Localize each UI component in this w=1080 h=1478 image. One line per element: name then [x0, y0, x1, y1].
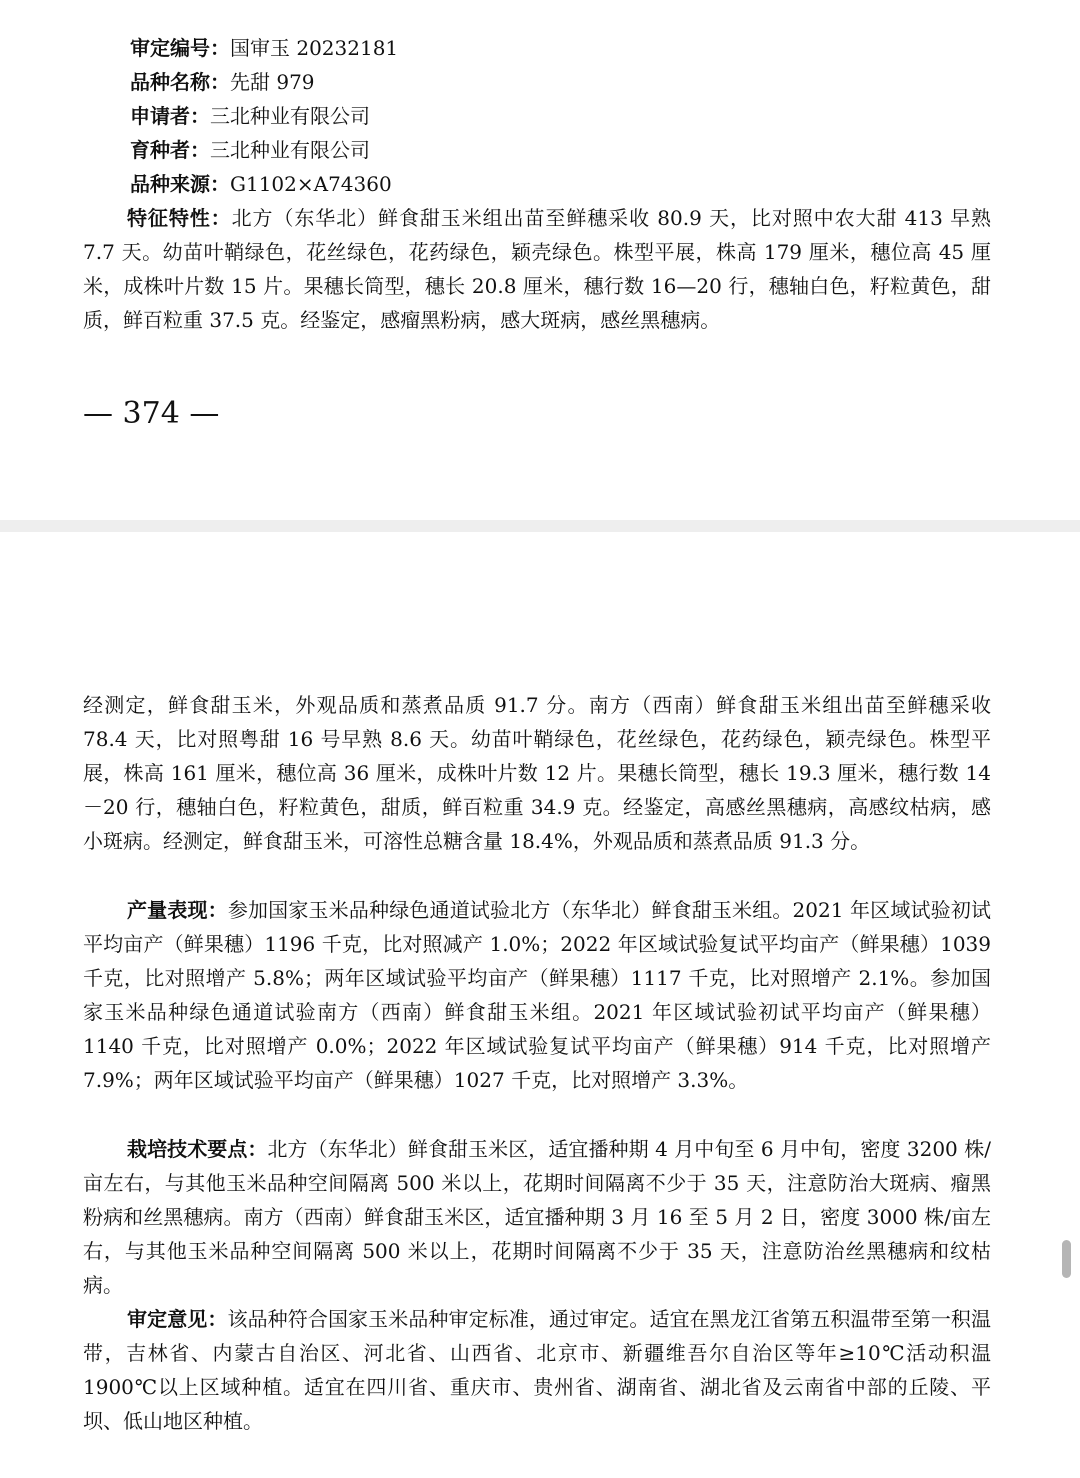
- page-number: — 374 —: [83, 396, 220, 431]
- applicant-line: [130, 99, 370, 133]
- cultivation-paragraph: [83, 1132, 991, 1302]
- variety-source-line: [130, 167, 392, 201]
- field-label: 育种者：: [130, 138, 210, 162]
- traits-label: 特征特性：: [127, 206, 232, 230]
- approval-number-line: [130, 31, 398, 65]
- traits-paragraph: [83, 201, 991, 337]
- yield-paragraph: [83, 893, 991, 1098]
- field-value: 先甜 979: [230, 70, 315, 94]
- document-page-374: [0, 0, 1080, 520]
- page-separator: [0, 520, 1080, 532]
- cultivation-label: 栽培技术要点：: [127, 1137, 268, 1161]
- opinion-text: 该品种符合国家玉米品种审定标准，通过审定。适宜在黑龙江省第五积温带至第一积温带，吉林省、内蒙古自治区、河北省、山西省、北京市、新疆维吾尔自治区等年≥10℃活动积温 1900℃以上区域种植。适宜在四川省、重庆市、贵州省、湖南省、湖北省及云南省中部的丘陵、平坝、低山地区种植。: [83, 1307, 992, 1434]
- field-value: 三北种业有限公司: [210, 104, 370, 128]
- continuation-text: 经测定，鲜食甜玉米，外观品质和蒸煮品质 91.7 分。南方（西南）鲜食甜玉米组出苗至鲜穗采收 78.4 天，比对照粤甜 16 号早熟 8.6 天。幼苗叶鞘绿色，花丝绿色，花药绿色，颖壳绿色。株型平展，株高 161 厘米，穗位高 36 厘米，成株叶片数 12 片。果穗长筒型，穗长 19.3 厘米，穗行数 14－20 行，穗轴白色，籽粒黄色，甜质，鲜百粒重 34.9 克。经鉴定，高感丝黑穗病，高感纹枯病，感小斑病。经测定，鲜食甜玉米，可溶性总糖含量 18.4%，外观品质和蒸煮品质 91.3 分。: [83, 693, 991, 854]
- field-label: 审定编号：: [130, 36, 230, 60]
- opinion-paragraph: [83, 1302, 991, 1438]
- breeder-line: [130, 133, 370, 167]
- traits-text: 北方（东华北）鲜食甜玉米组出苗至鲜穗采收 80.9 天，比对照中农大甜 413 早熟 7.7 天。幼苗叶鞘绿色，花丝绿色，花药绿色，颖壳绿色。株型平展，株高 179 厘米，穗位高 45 厘米，成株叶片数 15 片。果穗长筒型，穗长 20.8 厘米，穗行数 16—20 行，穗轴白色，籽粒黄色，甜质，鲜百粒重 37.5 克。经鉴定，感瘤黑粉病，感大斑病，感丝黑穗病。: [83, 206, 992, 333]
- continuation-paragraph: [83, 688, 991, 858]
- field-label: 申请者：: [130, 104, 210, 128]
- field-label: 品种名称：: [130, 70, 230, 94]
- yield-text: 参加国家玉米品种绿色通道试验北方（东华北）鲜食甜玉米组。2021 年区域试验初试平均亩产（鲜果穗）1196 千克，比对照减产 1.0%；2022 年区域试验复试平均亩产（鲜果穗）1039 千克，比对照增产 5.8%；两年区域试验平均亩产（鲜果穗）1117 千克，比对照增产 2.1%。参加国家玉米品种绿色通道试验南方（西南）鲜食甜玉米组。2021 年区域试验初试平均亩产（鲜果穗）1140 千克，比对照增产 0.0%；2022 年区域试验复试平均亩产（鲜果穗）914 千克，比对照增产 7.9%；两年区域试验平均亩产（鲜果穗）1027 千克，比对照增产 3.3%。: [83, 898, 991, 1093]
- cultivation-text: 北方（东华北）鲜食甜玉米区，适宜播种期 4 月中旬至 6 月中旬，密度 3200 株/亩左右，与其他玉米品种空间隔离 500 米以上，花期时间隔离不少于 35 天，注意防治大斑病、瘤黑粉病和丝黑穗病。南方（西南）鲜食甜玉米区，适宜播种期 3 月 16 至 5 月 2 日，密度 3000 株/亩左右，与其他玉米品种空间隔离 500 米以上，花期时间隔离不少于 35 天，注意防治丝黑穗病和纹枯病。: [83, 1137, 991, 1298]
- field-label: 品种来源：: [130, 172, 230, 196]
- scrollbar-thumb[interactable]: [1062, 1240, 1071, 1278]
- yield-label: 产量表现：: [127, 898, 228, 922]
- opinion-label: 审定意见：: [127, 1307, 228, 1331]
- variety-name-line: [130, 65, 315, 99]
- field-value: 三北种业有限公司: [210, 138, 370, 162]
- field-value: 国审玉 20232181: [230, 36, 399, 60]
- document-page-375: [0, 532, 1080, 1478]
- field-value: G1102×A74360: [230, 172, 392, 196]
